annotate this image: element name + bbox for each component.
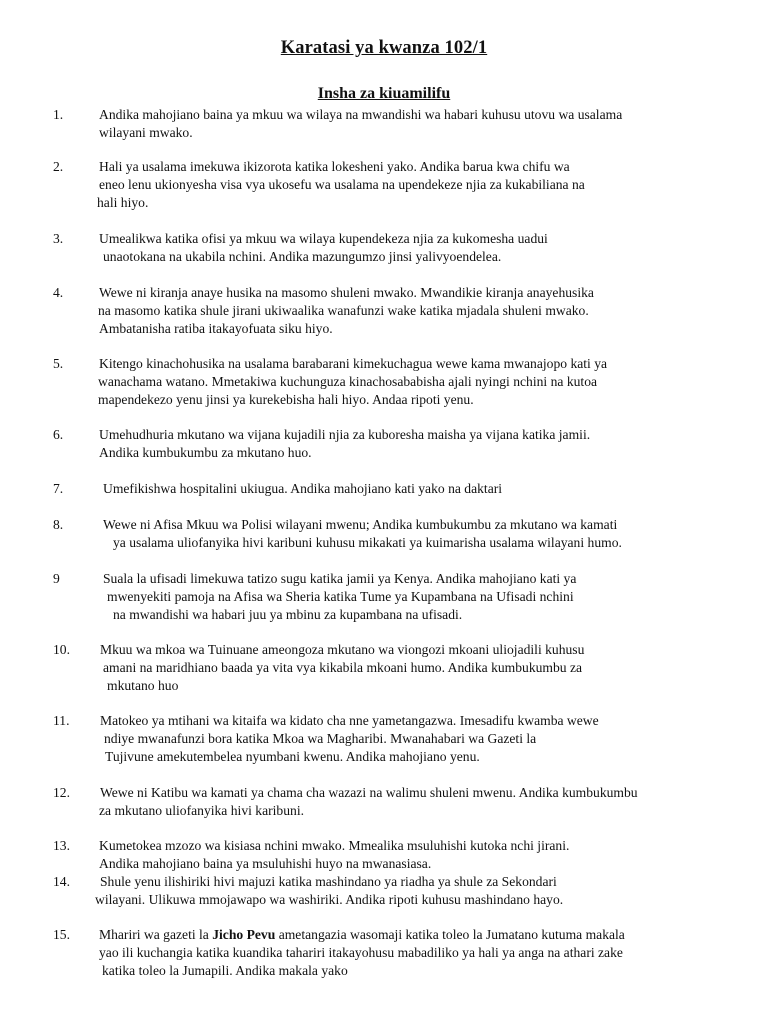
question-number: 5.: [53, 356, 64, 371]
question-line: Umefikishwa hospitalini ukiugua. Andika mahojiano kati yako na daktari: [103, 481, 503, 496]
question-line: amani na maridhiano baada ya vita vya kikabila mkoani humo. Andika kumbukumbu za: [103, 660, 583, 675]
question-line: wanachama watano. Mmetakiwa kuchunguza kinachosababisha ajali nyingi nchini na kutoa: [98, 374, 598, 389]
question-number: 12.: [53, 785, 70, 800]
question-line: Kumetokea mzozo wa kisiasa nchini mwako. Mmealika msuluhishi kutoka nchi jirani.: [99, 838, 570, 853]
question-number: 7.: [53, 481, 64, 496]
question-line: Shule yenu ilishiriki hivi majuzi katika mashindano ya riadha ya shule za Sekondari: [100, 874, 557, 889]
question-line: Andika kumbukumbu za mkutano huo.: [99, 445, 312, 460]
question-line: Wewe ni kiranja anaye husika na masomo shuleni mwako. Mwandikie kiranja anayehusika: [99, 285, 594, 300]
question-line: wilayani. Ulikuwa mmojawapo wa washiriki. Andika ripoti kuhusu mashindano hayo.: [95, 892, 564, 907]
question-line: mwenyekiti pamoja na Afisa wa Sheria katika Tume ya Kupambana na Ufisadi nchini: [107, 589, 574, 604]
question-line: katika toleo la Jumapili. Andika makala yako: [102, 963, 348, 978]
page-subtitle: Insha za kiuamilifu: [317, 85, 451, 102]
question-line: na mwandishi wa habari juu ya mbinu za kupambana na ufisadi.: [113, 607, 463, 622]
question-number: 1.: [53, 107, 64, 122]
question-line: eneo lenu ukionyesha visa vya ukosefu wa usalama na upendekeze njia za kukabiliana na: [99, 177, 585, 192]
question-line: hali hiyo.: [97, 195, 149, 210]
question-line: Wewe ni Afisa Mkuu wa Polisi wilayani mwenu; Andika kumbukumbu za mkutano wa kamati: [103, 517, 618, 532]
question-number: 10.: [53, 642, 70, 657]
question-line: za mkutano uliofanyika hivi karibuni.: [99, 803, 304, 818]
question-number: 2.: [53, 159, 64, 174]
question-number: 3.: [53, 231, 64, 246]
question-line: Suala la ufisadi limekuwa tatizo sugu katika jamii ya Kenya. Andika mahojiano kati ya: [103, 571, 577, 586]
question-line: Tujivune amekutembelea nyumbani kwenu. Andika mahojiano yenu.: [105, 749, 480, 764]
question-line: Kitengo kinachohusika na usalama barabarani kimekuchagua wewe kama mwanajopo kati ya: [99, 356, 608, 371]
question-number: 4.: [53, 285, 64, 300]
question-line: Andika mahojiano baina ya msuluhishi huyo na mwanasiasa.: [99, 856, 432, 871]
question-number: 11.: [53, 713, 70, 728]
question-line: Umealikwa katika ofisi ya mkuu wa wilaya kupendekeza njia za kukomesha uadui: [99, 231, 548, 246]
question-line: Andika mahojiano baina ya mkuu wa wilaya na mwandishi wa habari kuhusu utovu wa usalama: [99, 107, 623, 122]
question-line: ndiye mwanafunzi bora katika Mkoa wa Magharibi. Mwanahabari wa Gazeti la: [104, 731, 537, 746]
question-line: unaotokana na ukabila nchini. Andika mazungumzo jinsi yalivyoendelea.: [103, 249, 502, 264]
question-number: 15.: [53, 927, 70, 942]
question-line: Mkuu wa mkoa wa Tuinuane ameongoza mkutano wa viongozi mkoani uliojadili kuhusu: [100, 642, 585, 657]
question-number: 6.: [53, 427, 64, 442]
question-line: mkutano huo: [107, 678, 179, 693]
question-number: 9: [53, 571, 60, 586]
question-number: 13.: [53, 838, 70, 853]
page-title: Karatasi ya kwanza 102/1: [280, 38, 488, 58]
question-line: Wewe ni Katibu wa kamati ya chama cha wazazi na walimu shuleni mwenu. Andika kumbukumbu: [100, 785, 638, 800]
question-line: Matokeo ya mtihani wa kitaifa wa kidato cha nne yametangazwa. Imesadifu kwamba wewe: [100, 713, 599, 728]
question-line: na masomo katika shule jirani ukiwaalika wanafunzi wake katika mjadala shuleni mwako.: [98, 303, 589, 318]
newspaper-name: Jicho Pevu: [212, 927, 276, 942]
question-line: Ambatanisha ratiba itakayofuata siku hiyo.: [99, 321, 333, 336]
question-line: yao ili kuchangia katika kuandika tahariri itakayohusu mabadiliko ya hali ya anga na athari zake: [99, 945, 623, 960]
question-line: Mhariri wa gazeti la Jicho Pevu ametangazia wasomaji katika toleo la Jumatano kutuma makala: [99, 927, 625, 942]
question-number: 14.: [53, 874, 70, 889]
question-line: Hali ya usalama imekuwa ikizorota katika lokesheni yako. Andika barua kwa chifu wa: [99, 159, 570, 174]
question-line: wilayani mwako.: [99, 125, 193, 140]
question-line: ya usalama uliofanyika hivi karibuni kuhusu mikakati ya kuimarisha usalama wilayani humo.: [113, 535, 622, 550]
question-line: Umehudhuria mkutano wa vijana kujadili njia za kuboresha maisha ya vijana katika jamii.: [99, 427, 591, 442]
question-line: mapendekezo yenu jinsi ya kurekebisha hali hiyo. Andaa ripoti yenu.: [98, 392, 474, 407]
question-number: 8.: [53, 517, 64, 532]
